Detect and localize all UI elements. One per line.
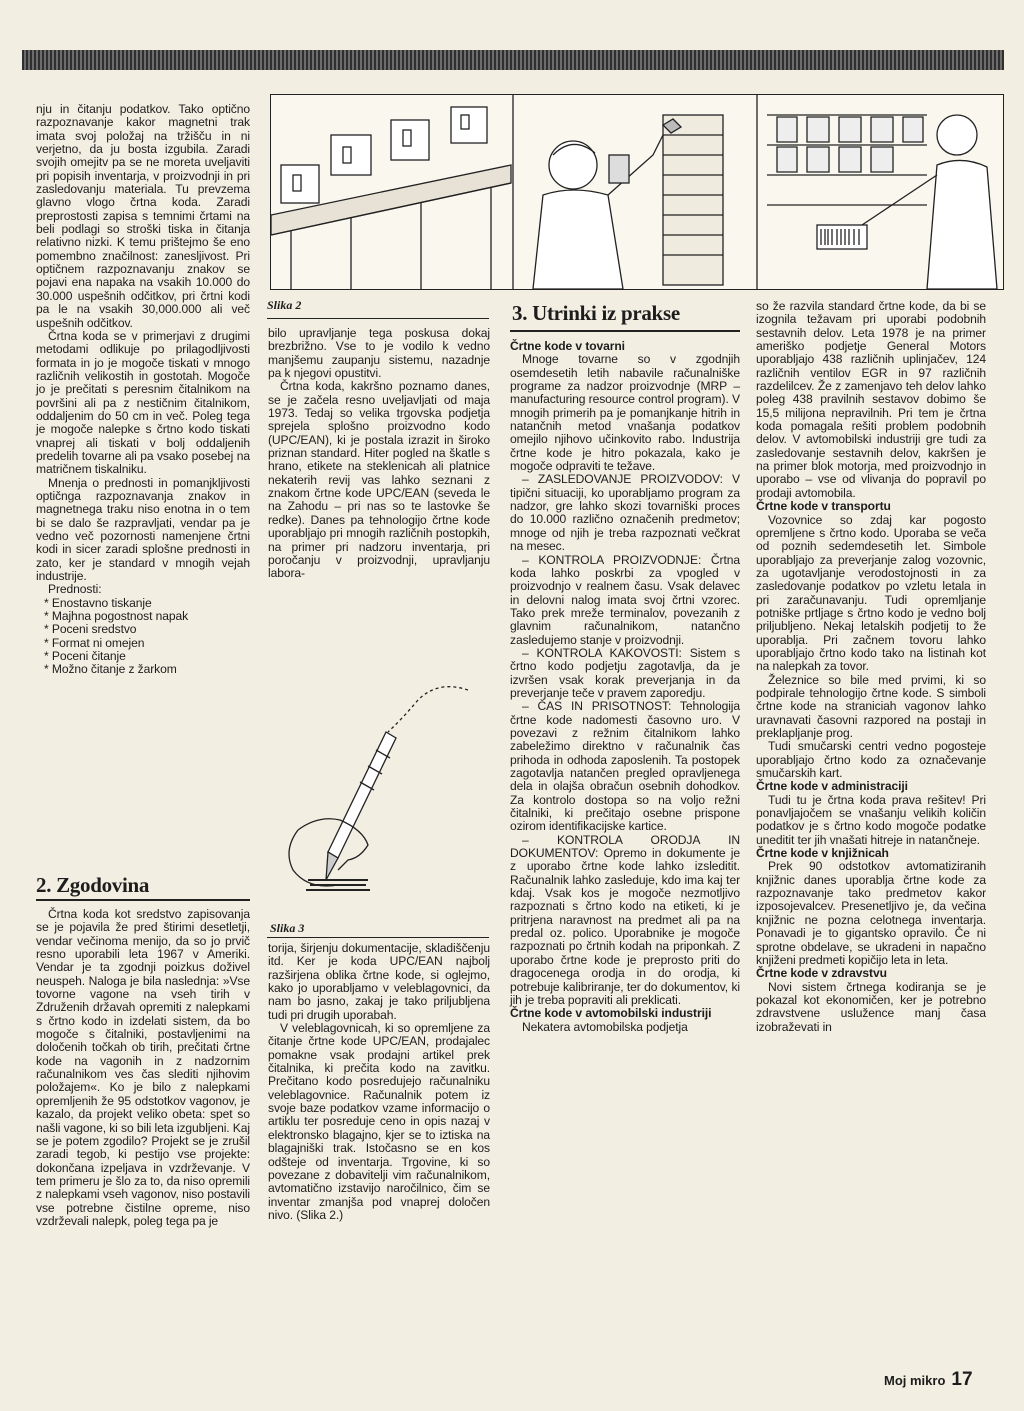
section-heading-practice: 3. Utrinki iz prakse [512,301,680,325]
figure-caption: Slika 3 [270,921,305,935]
paragraph: Nekatera avtomobilska podjetja [522,1019,688,1034]
paragraph: Črtna koda kot sredstvo zapisovanja se je pojavila že pred štirimi desetletji, vendar večinoma menijo, da so jo prvič resno uporabili leta 1967 v Ameriki. Vendar je ta zgodnji poizkus doživel neuspeh. Naloga je bila naslednja: »Vse tovorne vagone na vseh tirih v Združenih državah opremiti z nalepkami s črtno kodo in izdelati sistem, da bo mogoče s čitalniki, postavljenimi na določenih točkah ob tirih, prečitati črtne kode na vagonih in z nadzornim računalnikom ves čas slediti njihovim položajem«. Ko je bilo z nalepkami opremljenih že 95 odstotkov vagonov, je kazalo, da projekt veliko obeta: spet so našli vagone, ki so bili leta izgubljeni. Kaj se je potem zgodilo? Projekt se je zrušil zaradi tegob, ki pestijo vse projekte: dokončana izpeljava in vzdrževanje. V tem primeru je šlo za to, da niso opremili z nalepkami vseh vagonov, niso postavili vse potrebne čistilne opreme, niso vzdrževali nalepk, poleg tega pa je [36,907,250,1228]
column-4 [756,300,986,1034]
paragraph: Mnenja o prednosti in pomanjkljivosti optičnga razpoznavanja znakov in magnetnega traku niso enotna in o tem bi se dalo še razpravljati, vendar pa je vedno več pozornosti namenjene črtni kodi in sicer zaradi splošne prednosti in zato, ker je standard v mnogih vejah industrije. [36,475,250,584]
paragraph: bilo upravljanje tega poskusa dokaj brezbrižno. Vse to je vodilo k vedno manjšemu zaupanju sistemu, nazadnje pa k njegovi opustitvi. [268,326,490,381]
subheading: Črtne kode v zdravstvu [756,966,887,981]
illustration-factory-scene [270,94,1004,290]
paragraph: V veleblagovnicah, ki so opremljene za čitanje črtne kode UPC/EAN, prodajalec pomakne vsak prodajni artikel prek čitalnika, ki prečita kodo na zavitku. Prečitano kodo posredujejo računalniku veleblagovnice. Računalnik potem iz svoje baze podatkov vzame informacijo o artiklu ter posreduje ceno in opis nazaj v elektronsko blagajno, kjer se to iztiska na blagajniški trak. Istočasno se en kos odšteje od inventarja. Trgovine, ki so povezane z dobavitelji vim računalnikom, avtomatično izstavijo naročilnico, čim se inventar zmanjša pod vnaprej določen nivo. (Slika 2.) [268,1021,490,1222]
subheading: Črtne kode v administraciji [756,779,908,794]
paragraph: Tudi smučarski centri vedno pogosteje uporabljajo črtno kodo za označevanje smučarskih kart. [756,739,986,781]
subheading: Črtne kode v tovarni [510,339,625,353]
paragraph: torija, širjenju dokumentacije, skladiščenju itd. Ker je koda UPC/EAN najbolj razširjena oblika črtne kode, si oglejmo, kako jo uporabljamo v veleblagovnici, da nam bo jasno, zakaj je tako priljubljena tudi pri drugih uporabah. [268,941,490,1022]
paragraph: Črtna koda se v primerjavi z drugimi metodami odlikuje po prilagodljivosti formata in jo je mogoče tiskati v mnogo različnih velikostih in gostotah. Mogoče jo je prečitati s peresnim čitalnikom na površini ali pa z nestičnim čitalnikom, oddaljenim do 50 cm in več. Poleg tega je mogoče nalepke s črtno kodo tiskati vnaprej ali tiskati v bolj oddaljenih predelih tovarne ali pa vsako posebej na matričnem tiskalniku. [36,328,250,477]
paragraph: – ZASLEDOVANJE PROIZVODOV: V tipični situaciji, ko uporabljamo program za nadzor, gre lahko skozi tovarniški proces do 10.000 različno označenih predmetov; mnoge od njih je treba razpoznati večkrat na mesec. [510,472,740,554]
paragraph: – KONTROLA PROIZVODNJE: Črtna koda lahko poskrbi za vpogled v proizvodnjo v realnem času. Vsak delavec in delovni nalog imata svoj črtni vzorec. Tako prek mreže terminalov, povezanih z glavnim računalnikom, natančno zasledujemo stanje v proizvodnji. [510,552,740,647]
paragraph: – ČAS IN PRISOTNOST: Tehnologija črtne kode nadomesti časovno uro. V povezavi z režnim čitalnikom lahko zabeležimo direktno v računalnik čas prihoda in odhoda zaposlenih. Ta postopek zagotavlja natančen pregled opravljenega dela in olajša obračun osebnih dohodkov. Za kontrolo dostopa so na voljo režni čitalniki, ki prečitajo osebne prispone ozirom identifikacijske kartice. [510,699,740,834]
paragraph: Novi sistem črtnega kodiranja se je pokazal kot ekonomičen, ker je potrebno zdravstvene uslužence manj časa izobraževati in [756,979,986,1034]
paragraph: so že razvila standard črtne kode, da bi se izognila težavam pri uporabi podobnih sestavnih delov. Leta 1978 je na primer ameriško podjetje General Motors uporabljajo 438 različnih uplinjačev, 124 različnih ventilov EGR in 97 različnih razdelilcev. Že z zamenjavo teh delov lahko poleg 438 pravilnih sestavov dobimo še 15,5 milijona nepravilnih. Pri tem je črtna koda pomagala rešiti problem podobnih delov. V avtomobilski industriji gre tudi za zasledovanje sestavnih delov, kakršen je na primer blok motorja, med proizvodnjo in uporabo – vse od vlivanja do popravil po prodaji avtomobila. [756,299,986,500]
paragraph: Železnice so bile med prvimi, ki so podpirale tehnologijo črtne kode. S simboli črtne kode na straniciah vagonov lahko uravnavati časovni razpored na postaji in preklapljanje prog. [756,672,986,740]
list-item: * Možno čitanje z žarkom [44,663,250,676]
page-footer [884,1369,973,1391]
section-heading-history: 2. Zgodovina [36,873,150,897]
subheading: Črtne kode v knjižnicah [756,846,889,861]
list-item: * Enostavno tiskanje [44,597,250,610]
column-1 [36,103,250,677]
advantages-list [44,597,250,677]
subheading: Črtne kode v avtomobilski industriji [510,1006,712,1021]
header-bar [22,50,1004,70]
list-item: * Format ni omejen [44,637,250,650]
magazine-name: Moj mikro [884,1373,946,1388]
subheading: Črtne kode v transportu [756,499,891,514]
list-item: * Poceni čitanje [44,650,250,663]
paragraph: Prek 90 odstotkov avtomatiziranih knjižnic danes uporablja črtne kode za razpoznavanje tako predmetov kakor izposojevalcev. Presenetljivo je, da večina knjižnic ne pozna celotnega inventarja. Ponavadi je to gigantsko opravilo. Če ni sprotne obdelave, se ukradeni in napačno knjiženi predmeti kopičijo leta in leta. [756,859,986,967]
page-number: 17 [951,1369,973,1390]
paragraph: Tudi tu je črtna koda prava rešitev! Pri ponavljajočem se vnašanju velikih količin podatkov je s črtno kodo mogoče podatke uneditit ter jih vnašati hitreje in natančneje. [756,792,986,847]
paragraph: Mnoge tovarne so v zgodnjih osemdesetih letih nabavile računalniške programe za nadzor proizvodnje (MRP – manufacturing resource control program). V mnogih primerih pa je pomanjkanje hitrih in natančnih metod vnašanja podatkov omejilo njihovo učinkovito rabo. Industrija črtne kode je hitro pokazala, kako je mogoče odpraviti te težave. [510,352,740,474]
heading-rule [510,330,740,332]
paragraph: Črtna koda, kakršno poznamo danes, se je začela resno uveljavljati od maja 1973. Tedaj so velika trgovska podjetja sprejela splošno proizvodno kodo (UPC/EAN), ki je postala izrazit in široko priznan standard. Hiter pogled na škatle s hrano, etikete na steklenicah ali platnice nekaterih revij vas lahko seznani z znakom črtne kode UPC/EAN (seveda le na Zahodu – pri nas so te lastovke še redke). Danes pa tehnologijo črtne kode uporabljajo pri mnogih različnih postopkih, na primer pri nadzoru inventarja, pri poročanju v proizvodnji, upravljanju labora- [268,379,490,581]
list-item: * Poceni sredstvo [44,623,250,636]
paragraph: Vozovnice so zdaj kar pogosto opremljene s črtno kodo. Uporaba se veča od poznih sedemdesetih let. Simbole uporabljajo za preverjanje zalog vozovnic, za ugotavljanje verodostojnosti in za zasledovanje podatkov po vzletu letala in pri zaračunavanju. Tudi opremljanje potniške prtljage s črtno kodo je vedno bolj priljubljeno. Nekaj letalskih podjetij to že uporablja. Pri začnem tovoru lahko uporabljajo črtno kodo tako na listinah kot na nalepkah za tovor. [756,512,986,674]
caption-rule [267,937,489,938]
column-1-continued [36,908,250,1228]
column-2-continued [268,942,490,1222]
caption-rule [267,318,489,319]
paragraph: nju in čitanju podatkov. Tako optično razpoznavanje kakor magnetni trak imata svoj položaj na tržišču in ni verjetno, da ju bosta izgubila. Zaradi svojih omejitv pa se ne moreta uveljaviti pri popisih inventarja, v proizvodnji in pri zasledovanju materiala. Tu prevzema glavno vlogo črtna koda. Zaradi preprostosti zapisa s temnimi črtami na beli podlagi so stroški tiska in čitanja relativno nizki. K temu prištejmo še eno pomembno značilnost: zanesljivost. Pri optičnem razpoznavanju znakov se pojavi ena napaka na vsakih 10.000 do 30.000 uspešnih odčitkov, pri črtni kodi pa le na vsakih 30,000.000 ali več uspešnih odčitkov. [36,102,250,330]
column-3 [510,340,740,1034]
advantages-title: Prednosti: [48,582,102,597]
paragraph: – KONTROLA KAKOVOSTI: Sistem s črtno kodo podjetju zagotavlja, da je izvršen vsak korak preverjanja in da preverjanje teče v pravem zaporedju. [510,645,740,700]
figure-caption: Slika 2 [267,298,302,312]
list-item: * Majhna pogostnost napak [44,610,250,623]
heading-rule [36,899,250,901]
illustration-pen-reader [268,680,498,910]
column-2 [268,327,490,581]
paragraph: – KONTROLA ORODJA IN DOKUMENTOV: Opremo in dokumente je z uporabo črtne kode lahko izsleditit. Računalnik lahko zasleduje, kdo ima kaj ter kdaj. Vsak kos je mogoče nezmotljivo razpoznati s črtno kodo na etiketi, ki je pritrjena naravnost na predmet ali pa na predal oz. polico. Uporabnike je mogoče razpoznati po črtnih kodah na priponkah. Z uporabo črtne kode je preprosto priti do dragocenega orodja in do orodja, ki potrebuje kalibriranje, ter do dokumentov, ki jih je treba popraviti ali preklicati. [510,832,740,1007]
